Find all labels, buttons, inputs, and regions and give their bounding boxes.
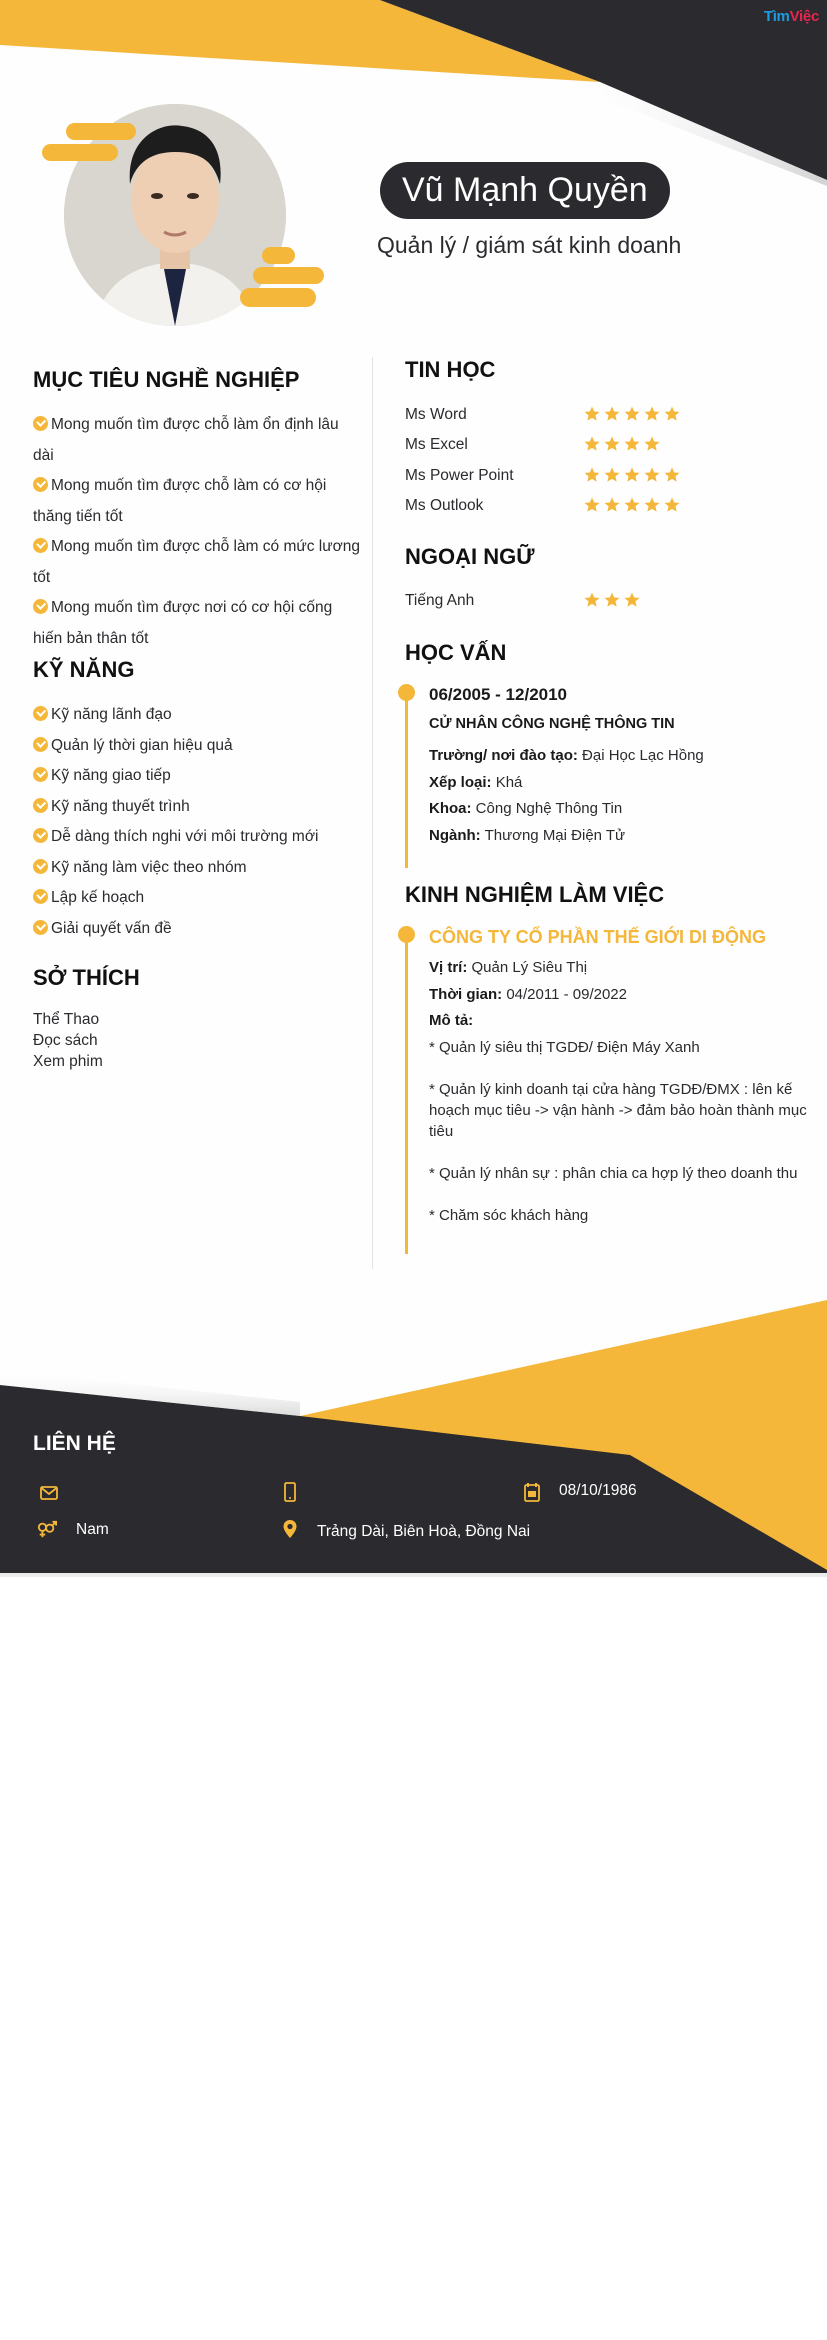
- it-skills-title: TIN HỌC: [405, 357, 496, 382]
- calendar-icon: [522, 1482, 542, 1502]
- star-icon: [623, 405, 641, 423]
- mobile-phone-icon: [280, 1482, 300, 1502]
- star-icon: [623, 435, 641, 453]
- education-title: HỌC VẤN: [405, 640, 507, 665]
- company-name: CÔNG TY CỔ PHẦN THẾ GIỚI DI ĐỘNG: [429, 927, 767, 947]
- job-title: Quản lý / giám sát kinh doanh: [377, 232, 682, 258]
- list-item: Kỹ năng thuyết trình: [33, 792, 363, 823]
- star-icon: [603, 435, 621, 453]
- gender-icon: [37, 1520, 57, 1540]
- envelope-icon: [39, 1483, 59, 1503]
- check-circle-icon: [33, 416, 48, 431]
- list-item: Kỹ năng làm việc theo nhóm: [33, 853, 363, 884]
- star-icon: [603, 591, 621, 609]
- languages-title: NGOẠI NGỮ: [405, 544, 535, 569]
- star-icon: [623, 591, 641, 609]
- education-details: Trường/ nơi đào tạo: Đại Học Lạc Hồng Xếp loại: Khá Khoa: Công Nghệ Thông Tin Ngành: Thương Mại Điện Tử: [429, 747, 704, 844]
- star-icon: [623, 496, 641, 514]
- star-icon: [583, 591, 601, 609]
- hobbies-list: [33, 1009, 103, 1072]
- star-rating: [583, 496, 683, 519]
- list-item: Quản lý thời gian hiệu quả: [33, 731, 363, 762]
- decor-pill: [240, 288, 316, 307]
- star-icon: [603, 496, 621, 514]
- contact-title: LIÊN HỆ: [33, 1432, 116, 1455]
- education-period: 06/2005 - 12/2010: [429, 685, 568, 704]
- check-circle-icon: [33, 828, 48, 843]
- column-divider: [372, 357, 373, 1269]
- list-item: Mong muốn tìm được chỗ làm ổn định lâu dài: [33, 416, 339, 464]
- check-circle-icon: [33, 920, 48, 935]
- check-circle-icon: [33, 599, 48, 614]
- star-rating: [583, 591, 643, 614]
- work-period: Thời gian: 04/2011 - 09/2022: [429, 985, 627, 1003]
- star-icon: [583, 466, 601, 484]
- star-icon: [643, 496, 661, 514]
- experience-title: KINH NGHIỆM LÀM VIỆC: [405, 882, 665, 907]
- check-circle-icon: [33, 737, 48, 752]
- star-icon: [643, 435, 661, 453]
- star-icon: [663, 466, 681, 484]
- star-icon: [663, 405, 681, 423]
- check-circle-icon: [33, 859, 48, 874]
- check-circle-icon: [33, 767, 48, 782]
- timeline-line: [405, 934, 408, 1254]
- map-marker-icon: [280, 1519, 300, 1539]
- job-description: * Quản lý siêu thị TGDĐ/ Điện Máy Xanh * Quản lý kinh doanh tại cửa hàng TGDĐ/ĐMX : lên kế hoạch mục tiêu -> vận hành -> đảm bảo hoàn thành mục tiêu * Quản lý nhân sự : phân chia ca hợp lý theo doanh thu * Chăm sóc khách hàng: [429, 1038, 807, 1224]
- list-item: Kỹ năng giao tiếp: [33, 761, 363, 792]
- star-icon: [623, 466, 641, 484]
- timeline-line: [405, 692, 408, 868]
- list-item: Mong muốn tìm được chỗ làm có mức lương tốt: [33, 538, 361, 586]
- list-item: Giải quyết vấn đề: [33, 914, 363, 945]
- check-circle-icon: [33, 706, 48, 721]
- star-icon: [663, 496, 681, 514]
- decor-pill: [42, 144, 118, 161]
- contact-birthday: 08/10/1986: [559, 1482, 637, 1499]
- star-icon: [643, 466, 661, 484]
- timviec-logo[interactable]: TìmViệc: [763, 8, 819, 25]
- decor-pill: [66, 123, 136, 140]
- skills-list: [33, 700, 363, 944]
- star-icon: [583, 496, 601, 514]
- education-degree: CỬ NHÂN CÔNG NGHỆ THÔNG TIN: [429, 716, 675, 732]
- star-icon: [643, 405, 661, 423]
- description-label: Mô tả:: [429, 1012, 474, 1029]
- star-rating: [583, 435, 663, 458]
- star-icon: [583, 405, 601, 423]
- decor-pill: [253, 267, 324, 284]
- check-circle-icon: [33, 798, 48, 813]
- skills-title: KỸ NĂNG: [33, 657, 135, 682]
- list-item: Xem phim: [33, 1053, 103, 1070]
- star-icon: [603, 466, 621, 484]
- star-icon: [583, 435, 601, 453]
- list-item: Đọc sách: [33, 1032, 98, 1049]
- check-circle-icon: [33, 538, 48, 553]
- list-item: Mong muốn tìm được chỗ làm có cơ hội thăng tiến tốt: [33, 477, 327, 525]
- list-item: Lập kế hoạch: [33, 883, 363, 914]
- check-circle-icon: [33, 889, 48, 904]
- star-icon: [603, 405, 621, 423]
- list-item: Thể Thao: [33, 1011, 100, 1028]
- list-item: Dễ dàng thích nghi với môi trường mới: [33, 822, 363, 853]
- contact-address: Trảng Dài, Biên Hoà, Đồng Nai: [317, 1523, 531, 1540]
- contact-gender: Nam: [76, 1521, 109, 1538]
- star-rating: [583, 405, 683, 428]
- cv-page: TìmViệc Vũ Mạnh Quyền Quản lý / giám sát kinh doanh MỤC TIÊU NGHỀ NGHIỆP Mong muốn tìm được chỗ làm ổn định lâu dài Mong muốn tìm được chỗ làm có cơ hội thăng tiến tốt Mong muốn tìm được chỗ làm có mức lương tốt Mong muốn tìm được nơi có cơ hội cống hiến bản thân tốt KỸ NĂNG Kỹ năng lãnh đạo Quản lý thời gian hiệu quả Kỹ năng giao tiếp Kỹ năng thuyết trình Dễ dàng thích nghi với môi trường mới Kỹ năng làm việc theo nhóm Lập kế hoạch Giải quyết vấn đề SỞ THÍCH Thể Thao Đọc sách Xem phim TIN HỌC Ms Word Ms Excel Ms Power Point Ms Outlook NGOẠI NGỮ Tiếng Anh HỌC VẤN 06/2005 - 12/2010 CỬ NHÂN CÔNG NGHỆ THÔNG TIN Trường/ nơi đào tạo: Đại Học Lạc Hồng Xếp loại: Khá Khoa: Công Nghệ Thông Tin Ngành: Thương Mại Điện Tử KINH NGHIỆM LÀM VIỆC CÔNG TY CỔ PHẦN THẾ GIỚI DI ĐỘNG Vị trí: Quản Lý Siêu Thị Thời gian: 04/2011 - 09/2022 Mô tả: * Quản lý siêu thị TGDĐ/ Điện Máy Xanh * Quản lý kinh doanh tại cửa hàng TGDĐ/ĐMX : lên kế hoạch mục tiêu -> vận hành -> đảm bảo hoàn thành mục tiêu * Quản lý nhân sự : phân chia ca hợp lý theo doanh thu * Chăm sóc khách hàng LIÊN HỆ 08/10/1986 Nam Trảng Dài, Biên Hoà, Đồng Nai: [0, 0, 827, 1573]
- page-bottom-border: [0, 1573, 827, 1577]
- hobbies-title: SỞ THÍCH: [33, 965, 140, 990]
- decor-pill: [262, 247, 295, 264]
- position: Vị trí: Quản Lý Siêu Thị: [429, 959, 588, 976]
- star-rating: [583, 466, 683, 489]
- candidate-name: Vũ Mạnh Quyền: [380, 162, 670, 219]
- check-circle-icon: [33, 477, 48, 492]
- objective-list: [33, 410, 363, 654]
- list-item: Mong muốn tìm được nơi có cơ hội cống hiến bản thân tốt: [33, 599, 333, 647]
- list-item: Kỹ năng lãnh đạo: [33, 700, 363, 731]
- objective-title: MỤC TIÊU NGHỀ NGHIỆP: [33, 367, 300, 392]
